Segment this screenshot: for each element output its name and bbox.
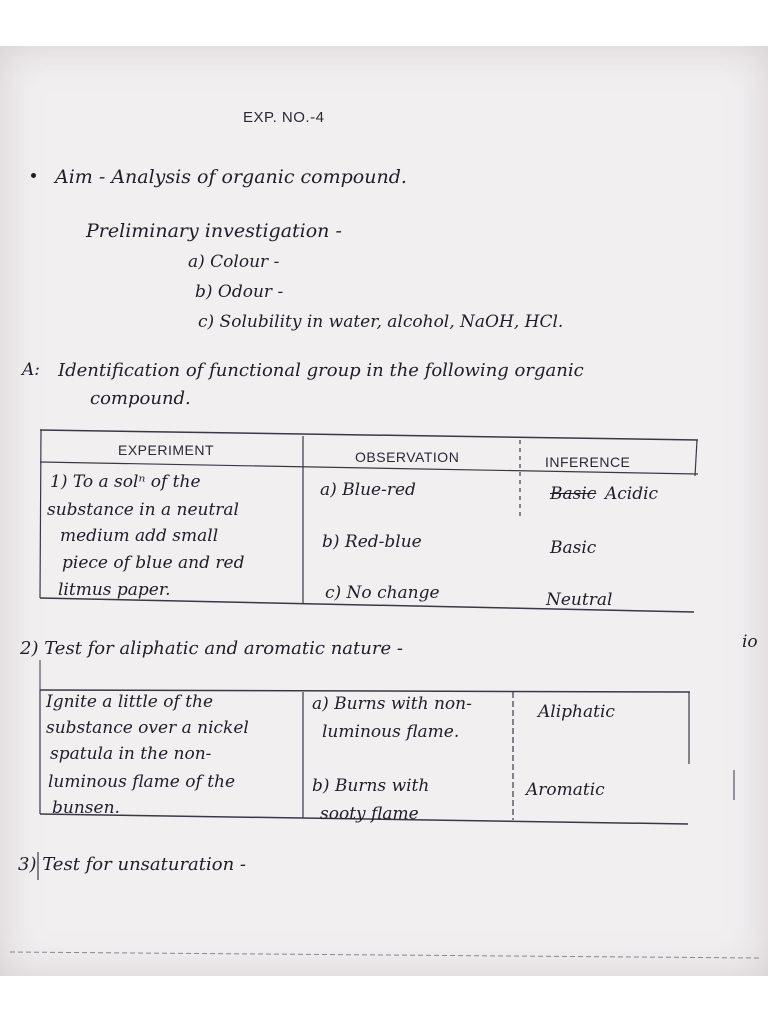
table1-inference-acidic: Acidic	[605, 484, 659, 504]
preliminary-item-colour: a) Colour -	[188, 252, 280, 272]
section-a-title-cont: compound.	[90, 388, 191, 409]
section-a-title: Identification of functional group in the following organic	[58, 360, 584, 381]
table1-inference-neutral: Neutral	[546, 590, 613, 610]
table2-experiment-line: substance over a nickel	[46, 718, 249, 738]
table2-experiment-line: Ignite a little of the	[46, 692, 214, 712]
preliminary-item-odour: b) Odour -	[195, 282, 284, 302]
table2-observation-b: b) Burns with	[312, 776, 430, 796]
table1-observation-c: c) No change	[325, 583, 440, 603]
table1-inference-basic: Basic	[550, 538, 597, 558]
preliminary-heading: Preliminary investigation -	[86, 220, 342, 242]
section-2-title: 2) Test for aliphatic and aromatic nature -	[20, 638, 403, 659]
section-3-title: 3) Test for unsaturation -	[18, 854, 247, 875]
table1-inference-struck: Basic	[550, 484, 597, 504]
table1-experiment-line: litmus paper.	[58, 580, 171, 600]
table1-experiment-line: 1) To a solⁿ of the	[50, 472, 201, 492]
table2-experiment-line: spatula in the non-	[50, 744, 212, 764]
table1-header-observation: OBSERVATION	[355, 449, 460, 465]
table1-observation-a: a) Blue-red	[320, 480, 416, 500]
table2-experiment-line: bunsen.	[52, 798, 120, 818]
table2-observation-a-cont: luminous flame.	[322, 722, 460, 742]
table2-observation-a: a) Burns with non-	[312, 694, 472, 714]
aim-bullet	[31, 173, 36, 178]
table1-header-experiment: EXPERIMENT	[118, 442, 215, 458]
table1-experiment-line: medium add small	[60, 526, 219, 546]
table1-header-inference: INFERENCE	[545, 454, 631, 470]
table2-inference-aromatic: Aromatic	[526, 780, 605, 800]
table2-inference-aliphatic: Aliphatic	[538, 702, 615, 722]
preliminary-item-solubility: c) Solubility in water, alcohol, NaOH, HCl.	[198, 312, 564, 332]
section-a-marker: A:	[22, 360, 41, 380]
table1-experiment-line: piece of blue and red	[62, 553, 245, 573]
aim-line: Aim - Analysis of organic compound.	[55, 166, 407, 188]
table1-experiment-line: substance in a neutral	[47, 500, 239, 520]
margin-note: io	[742, 632, 758, 652]
table1-observation-b: b) Red-blue	[322, 532, 422, 552]
table2-experiment-line: luminous flame of the	[48, 772, 236, 792]
experiment-number: EXP. NO.-4	[243, 109, 325, 126]
table2-observation-b-cont: sooty flame	[320, 804, 419, 824]
